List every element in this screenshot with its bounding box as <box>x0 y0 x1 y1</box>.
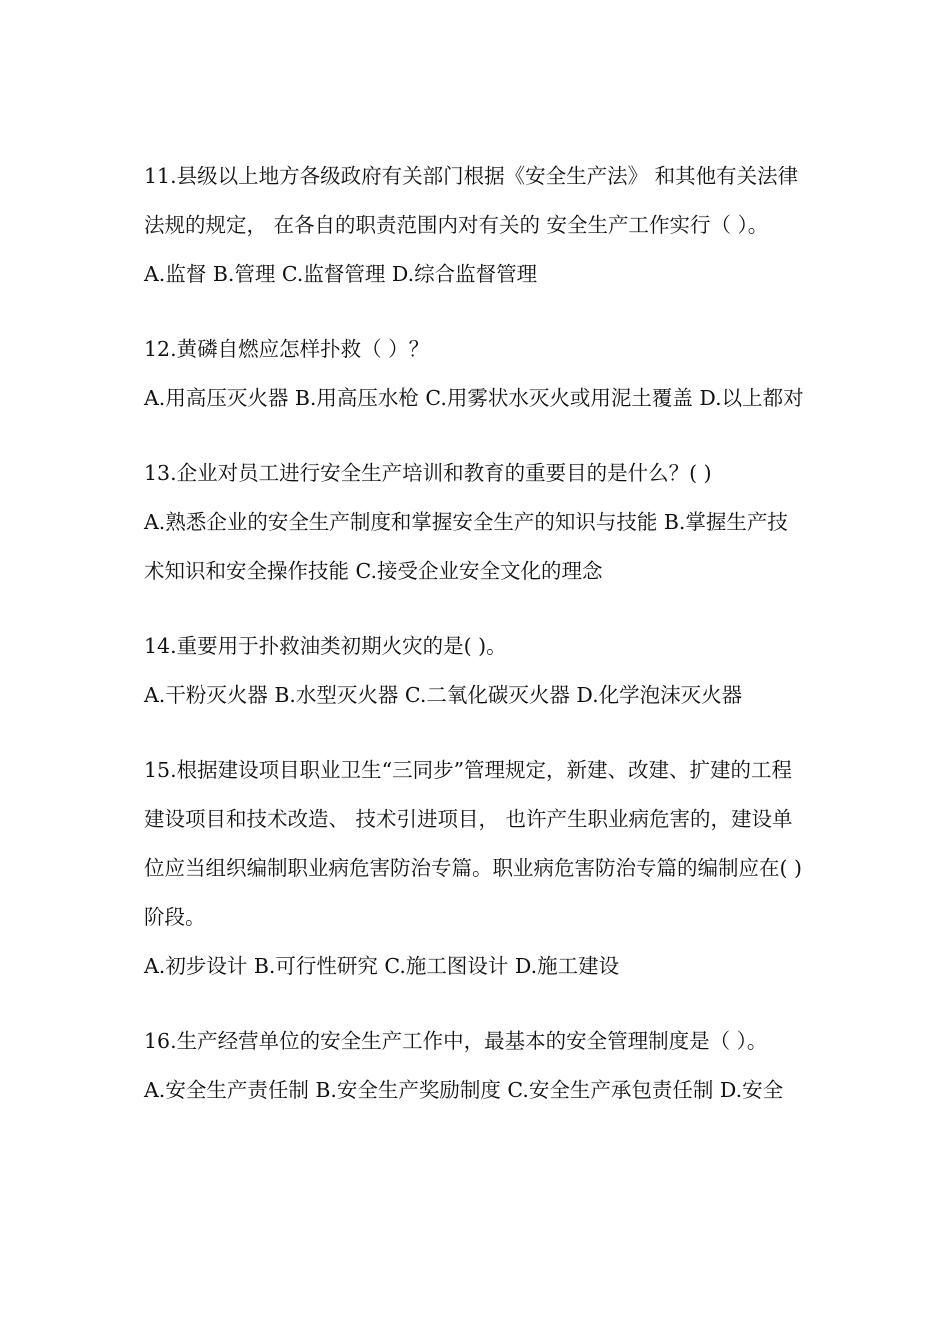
question-stem: 11.县级以上地方各级政府有关部门根据《安全生产法》 和其他有关法律法规的规定， 在各自的职责范围内对有关的 安全生产工作实行（ ）。 <box>144 164 799 237</box>
question-options: A.用高压灭火器 B.用高压水枪 C.用雾状水灭火或用泥土覆盖 D.以上都对 <box>144 386 804 410</box>
question-stem: 14.重要用于扑救油类初期火灾的是( )。 <box>144 634 507 658</box>
question-14 <box>144 622 808 720</box>
question-16 <box>144 1017 808 1115</box>
question-stem: 12.黄磷自燃应怎样扑救（ ）？ <box>144 337 430 361</box>
question-12 <box>144 325 808 423</box>
question-stem: 16.生产经营单位的安全生产工作中，最基本的安全管理制度是（ ）。 <box>144 1029 768 1053</box>
question-13 <box>144 449 808 596</box>
question-options: A.安全生产责任制 B.安全生产奖励制度 C.安全生产承包责任制 D.安全 <box>144 1078 784 1102</box>
question-options: A.干粉灭火器 B.水型灭火器 C.二氧化碳灭火器 D.化学泡沫灭火器 <box>144 683 743 707</box>
question-options: A.初步设计 B.可行性研究 C.施工图设计 D.施工建设 <box>144 954 620 978</box>
question-options: A.熟悉企业的安全生产制度和掌握安全生产的知识与技能 B.掌握生产技术知识和安全操作技能 C.接受企业安全文化的理念 <box>144 510 788 583</box>
document-page <box>144 152 808 1141</box>
question-stem: 15.根据建设项目职业卫生“三同步”管理规定，新建、改建、扩建的工程建设项目和技术改造、 技术引进项目， 也许产生职业病危害的，建设单位应当组织编制职业病危害防治专篇。职业病危害防治专篇的编制应在( )阶段。 <box>144 758 803 929</box>
question-stem: 13.企业对员工进行安全生产培训和教育的重要目的是什么？( ) <box>144 461 712 485</box>
question-11 <box>144 152 808 299</box>
question-options: A.监督 B.管理 C.监督管理 D.综合监督管理 <box>144 262 538 286</box>
question-15 <box>144 746 808 991</box>
